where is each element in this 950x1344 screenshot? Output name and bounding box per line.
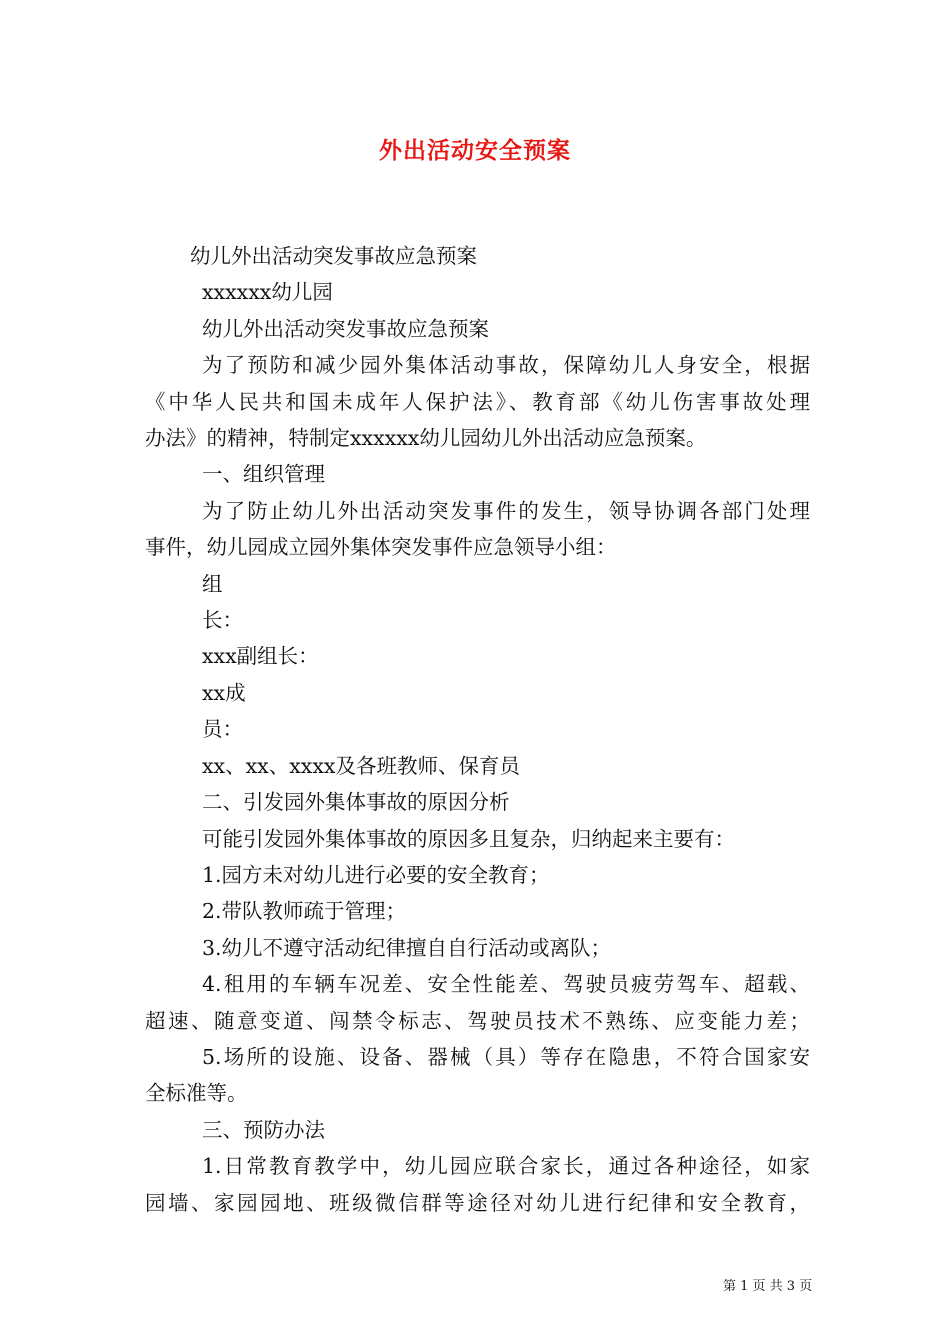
paragraph-line: 事件，幼儿园成立园外集体突发事件应急领导小组：: [145, 535, 617, 560]
list-item-continuation: 全标准等。: [145, 1081, 248, 1106]
paragraph-line: xx、xx、xxxx及各班教师、保育员: [202, 753, 520, 778]
paragraph-line: 为了防止幼儿外出活动突发事件的发生，领导协调各部门处理: [202, 498, 810, 523]
paragraph-line: xx成: [202, 680, 246, 705]
list-item: 5.场所的设施、设备、器械（具）等存在隐患，不符合国家安: [202, 1044, 810, 1069]
list-item: 2.带队教师疏于管理；: [202, 899, 407, 924]
list-item-continuation: 超速、随意变道、闯禁令标志、驾驶员技术不熟练、应变能力差；: [145, 1008, 810, 1033]
list-item: 4.租用的车辆车况差、安全性能差、驾驶员疲劳驾车、超载、: [202, 972, 810, 997]
list-item: 1.园方未对幼儿进行必要的安全教育；: [202, 862, 550, 887]
paragraph-line: 幼儿外出活动突发事故应急预案: [202, 316, 489, 341]
paragraph-line: xxx副组长：: [202, 644, 319, 669]
paragraph-line: 《中华人民共和国未成年人保护法》、教育部《幼儿伤害事故处理: [145, 389, 810, 414]
paragraph-line: 员：: [202, 717, 243, 742]
paragraph-line: 组: [202, 571, 223, 596]
list-item: 3.幼儿不遵守活动纪律擅自自行活动或离队；: [202, 935, 612, 960]
paragraph-line: 可能引发园外集体事故的原因多且复杂，归纳起来主要有：: [202, 826, 735, 851]
page-number-footer: 第 1 页 共 3 页: [723, 1279, 813, 1294]
paragraph-line: 长：: [202, 608, 243, 633]
document-title: 外出活动安全预案: [379, 137, 571, 164]
paragraph-line: 办法》的精神，特制定xxxxxx幼儿园幼儿外出活动应急预案。: [145, 426, 707, 451]
section-heading: 二、引发园外集体事故的原因分析: [202, 790, 510, 815]
list-item: 1.日常教育教学中，幼儿园应联合家长，通过各种途径，如家: [202, 1154, 810, 1179]
document-body: [145, 238, 810, 1221]
paragraph-line: 为了预防和减少园外集体活动事故，保障幼儿人身安全，根据: [202, 353, 810, 378]
section-heading: 三、预防办法: [202, 1117, 325, 1142]
section-heading: 一、组织管理: [202, 462, 325, 487]
list-item-continuation: 园墙、家园园地、班级微信群等途径对幼儿进行纪律和安全教育，: [145, 1190, 810, 1215]
paragraph-line: 幼儿外出活动突发事故应急预案: [190, 244, 477, 268]
paragraph-line: xxxxxx幼儿园: [202, 280, 333, 305]
